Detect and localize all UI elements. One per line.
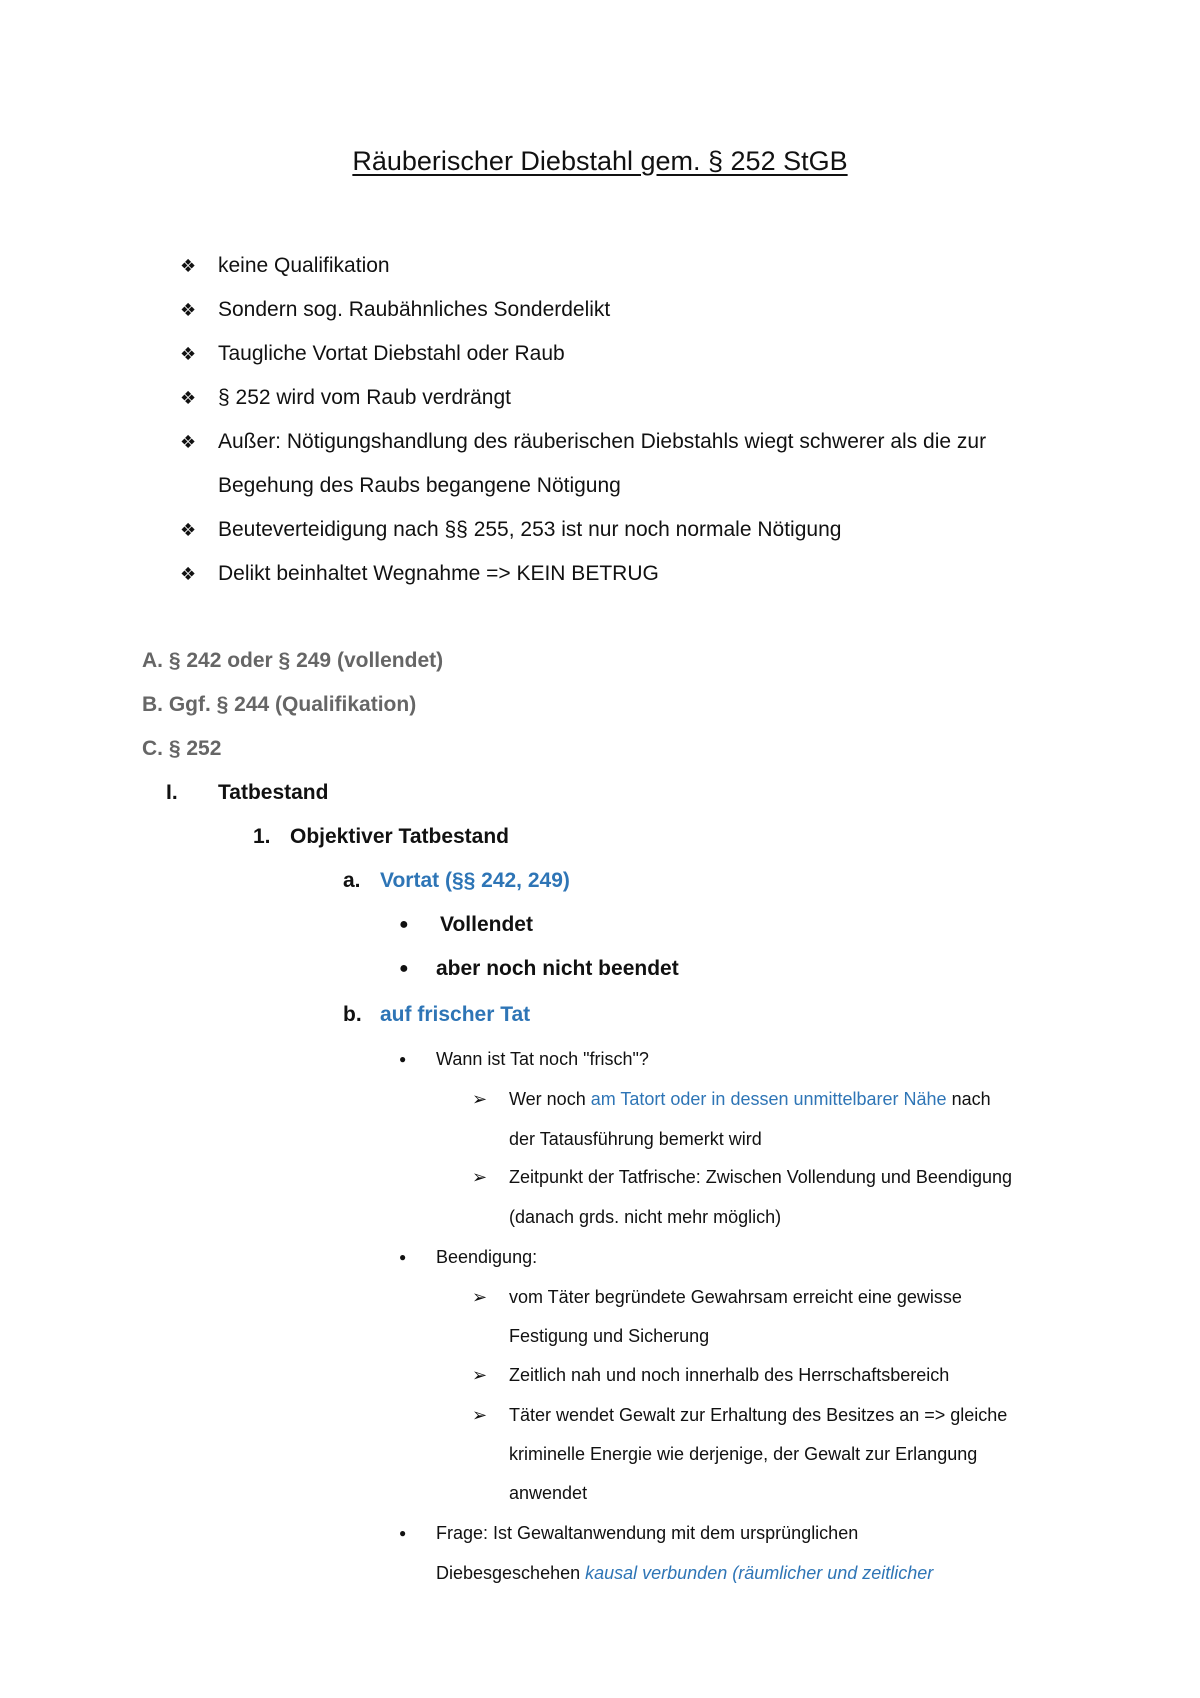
- list-item: Wer noch am Tatort oder in dessen unmittelbarer Nähe nach: [509, 1089, 991, 1109]
- list-item-continuation: kriminelle Energie wie derjenige, der Gewalt zur Erlangung: [509, 1444, 978, 1464]
- list-item-continuation: (danach grds. nicht mehr möglich): [509, 1207, 782, 1227]
- diamond-bullet-icon: ❖: [180, 388, 197, 408]
- outline-heading-frische-tat: auf frischer Tat: [380, 1003, 531, 1026]
- list-item: Zeitlich nah und noch innerhalb des Herrschaftsbereich: [509, 1365, 950, 1385]
- list-item-continuation: Festigung und Sicherung: [509, 1326, 710, 1346]
- list-item: ❖ keine Qualifikation: [180, 244, 1060, 288]
- list-item: Zeitpunkt der Tatfrische: Zwischen Vollendung und Beendigung: [509, 1167, 1012, 1187]
- outline-number-1: 1.: [253, 825, 271, 848]
- arrow-bullet-icon: ➢: [472, 1405, 488, 1425]
- list-item: ❖ Sondern sog. Raubähnliches Sonderdelikt: [180, 288, 1060, 332]
- list-item: ❖ Delikt beinhaltet Wegnahme => KEIN BETRUG: [180, 552, 1060, 596]
- diamond-bullet-icon: ❖: [180, 344, 197, 364]
- outline-heading-c: C. § 252: [142, 737, 222, 760]
- list-item-continuation: Diebesgeschehen kausal verbunden (räumlicher und zeitlicher: [436, 1563, 934, 1583]
- list-item: vom Täter begründete Gewahrsam erreicht eine gewisse: [509, 1287, 962, 1307]
- list-item: ❖ Außer: Nötigungshandlung des räuberischen Diebstahls wiegt schwerer als die zur Begehung des Raubs begangene Nötigung: [180, 420, 1060, 508]
- list-item: ❖ Taugliche Vortat Diebstahl oder Raub: [180, 332, 1060, 376]
- outline-heading-vortat: Vortat (§§ 242, 249): [380, 869, 570, 892]
- bullet-dot-icon: ●: [399, 1250, 407, 1264]
- list-item: Wann ist Tat noch "frisch"?: [436, 1049, 649, 1069]
- diamond-bullet-icon: ❖: [180, 564, 197, 584]
- bullet-dot-icon: ●: [399, 916, 409, 933]
- list-item: aber noch nicht beendet: [436, 957, 679, 980]
- bullet-dot-icon: ●: [399, 1526, 407, 1540]
- diamond-bullet-icon: ❖: [180, 432, 197, 452]
- list-item: Vollendet: [440, 913, 533, 936]
- outline-letter-b: b.: [343, 1003, 362, 1026]
- bullet-dot-icon: ●: [399, 1052, 407, 1066]
- arrow-bullet-icon: ➢: [472, 1089, 488, 1109]
- list-item: ❖ § 252 wird vom Raub verdrängt: [180, 376, 1060, 420]
- intro-bullet-list: [180, 244, 1060, 596]
- outline-number-i: I.: [166, 781, 178, 804]
- diamond-bullet-icon: ❖: [180, 520, 197, 540]
- list-item: ❖ Beuteverteidigung nach §§ 255, 253 ist nur noch normale Nötigung: [180, 508, 1060, 552]
- outline-heading-tatbestand: Tatbestand: [218, 781, 329, 804]
- arrow-bullet-icon: ➢: [472, 1287, 488, 1307]
- diamond-bullet-icon: ❖: [180, 300, 197, 320]
- bullet-dot-icon: ●: [399, 960, 409, 977]
- list-item: Beendigung:: [436, 1247, 538, 1267]
- outline-letter-a: a.: [343, 869, 361, 892]
- list-item-continuation: der Tatausführung bemerkt wird: [509, 1129, 762, 1149]
- arrow-bullet-icon: ➢: [472, 1365, 488, 1385]
- arrow-bullet-icon: ➢: [472, 1167, 488, 1187]
- document-title: Räuberischer Diebstahl gem. § 252 StGB: [352, 146, 848, 176]
- list-item: Frage: Ist Gewaltanwendung mit dem ursprünglichen: [436, 1523, 859, 1543]
- outline-heading-a: A. § 242 oder § 249 (vollendet): [142, 649, 444, 672]
- diamond-bullet-icon: ❖: [180, 256, 197, 276]
- list-item: Täter wendet Gewalt zur Erhaltung des Besitzes an => gleiche: [509, 1405, 1008, 1425]
- outline-heading-objektiver-tatbestand: Objektiver Tatbestand: [290, 825, 510, 848]
- outline-heading-b: B. Ggf. § 244 (Qualifikation): [142, 693, 417, 716]
- list-item-continuation: anwendet: [509, 1483, 588, 1503]
